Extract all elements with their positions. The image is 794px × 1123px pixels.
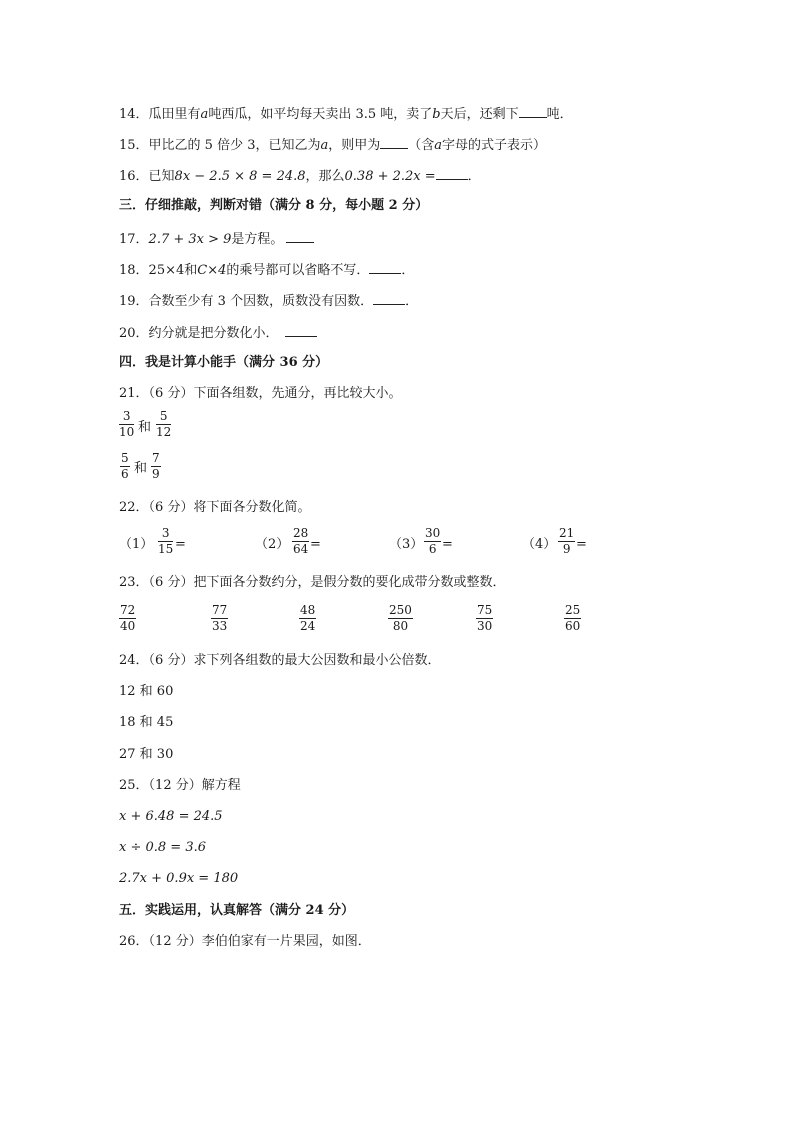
q21-and-1: 和 xyxy=(138,420,152,435)
q22-label-4: （4） xyxy=(522,537,557,552)
fraction-numerator: 3 xyxy=(122,409,131,423)
q22-label-3: （3） xyxy=(389,537,424,552)
fraction-numerator: 75 xyxy=(477,603,493,617)
fraction-denominator: 12 xyxy=(156,425,172,439)
fraction-denominator: 10 xyxy=(119,425,135,439)
q14-text-mid1: 吨西瓜，如平均每天卖出 3.5 吨，卖了 xyxy=(208,107,433,122)
q22-fraction-1 xyxy=(158,527,173,556)
q22-fraction-2 xyxy=(292,527,309,556)
fraction-numerator: 28 xyxy=(293,526,309,540)
q23-fraction-6 xyxy=(564,604,581,633)
q14-var-b: b xyxy=(432,107,441,122)
question-17 xyxy=(119,230,314,248)
fraction-denominator: 60 xyxy=(565,619,581,633)
q15-text-post2: 字母的式子表示） xyxy=(442,138,547,153)
fraction-denominator: 40 xyxy=(120,619,136,633)
q21-and-2: 和 xyxy=(134,461,148,476)
q21-fraction-7-9 xyxy=(151,452,161,481)
fraction-denominator: 6 xyxy=(428,542,437,556)
q20-answer-blank[interactable] xyxy=(285,324,317,337)
q15-var-a: a xyxy=(320,138,329,153)
q23-fraction-4 xyxy=(388,604,413,633)
q16-text-mid: ，那么 xyxy=(305,169,345,184)
q18-text-pre: 18． xyxy=(119,263,149,278)
question-20 xyxy=(119,324,317,342)
q17-answer-blank[interactable] xyxy=(286,230,314,243)
q22-fraction-3 xyxy=(424,527,441,556)
fraction-denominator: 24 xyxy=(300,619,316,633)
q22-equals-4: = xyxy=(576,537,587,552)
q21-fraction-5-6 xyxy=(120,452,130,481)
q21-fraction-5-12 xyxy=(156,410,171,439)
q18-expression-1: 25×4 xyxy=(148,263,185,278)
q16-text-pre: 16．已知 xyxy=(119,169,175,184)
q23-fraction-2 xyxy=(211,604,228,633)
q16-equation-1: 8x − 2.5 × 8 = 24.8 xyxy=(174,169,306,184)
q14-var-a: a xyxy=(200,107,209,122)
question-22: 22．（6 分）将下面各分数化简。 xyxy=(119,500,311,515)
q22-equals-1: = xyxy=(175,537,186,552)
q15-text-mid: ，则甲为 xyxy=(328,138,381,153)
fraction-numerator: 25 xyxy=(565,603,581,617)
q19-answer-blank[interactable] xyxy=(373,292,405,305)
q15-text-post1: （含 xyxy=(408,138,435,153)
q22-label-2: （2） xyxy=(255,537,290,552)
q14-text-mid2: 天后，还剩下 xyxy=(440,107,519,122)
q14-text-pre: 14．瓜田里有 xyxy=(119,107,201,122)
fraction-numerator: 5 xyxy=(159,409,168,423)
q23-fraction-3 xyxy=(299,604,316,633)
question-16 xyxy=(119,167,481,185)
q22-equals-2: = xyxy=(310,537,321,552)
fraction-numerator: 48 xyxy=(300,603,316,617)
q16-text-post: ． xyxy=(467,169,481,184)
fraction-denominator: 33 xyxy=(212,619,228,633)
q24-pair-2: 18 和 45 xyxy=(119,715,174,730)
section-4-heading: 四．我是计算小能手（满分 36 分） xyxy=(119,355,329,370)
q25-equation-2: x ÷ 0.8 = 3.6 xyxy=(119,840,206,855)
q14-text-post: 吨． xyxy=(546,107,573,122)
q18-text-post: 的乘号都可以省略不写． xyxy=(226,263,370,278)
question-19 xyxy=(119,292,418,310)
fraction-denominator: 80 xyxy=(392,619,409,633)
q22-fraction-4 xyxy=(558,527,575,556)
q22-equals-3: = xyxy=(442,537,453,552)
fraction-numerator: 3 xyxy=(161,526,170,540)
fraction-numerator: 250 xyxy=(389,603,412,617)
question-15 xyxy=(119,136,546,154)
fraction-denominator: 30 xyxy=(477,619,493,633)
q17-text-pre: 17． xyxy=(119,232,149,247)
fraction-numerator: 77 xyxy=(212,603,228,617)
q21-fraction-3-10 xyxy=(119,410,134,439)
question-26: 26．（12 分）李伯伯家有一片果园，如图． xyxy=(119,934,371,949)
question-23: 23．（6 分）把下面各分数约分，是假分数的要化成带分数或整数． xyxy=(119,575,506,590)
fraction-denominator: 15 xyxy=(158,542,174,556)
q15-var-a2: a xyxy=(434,138,443,153)
q14-answer-blank[interactable] xyxy=(519,105,547,118)
q19-text: 19．合数至少有 3 个因数，质数没有因数． xyxy=(119,294,374,309)
q25-equation-3: 2.7x + 0.9x = 180 xyxy=(119,871,239,886)
question-21: 21．（6 分）下面各组数，先通分，再比较大小。 xyxy=(119,386,402,401)
q19-text-end: ． xyxy=(405,294,419,309)
fraction-numerator: 5 xyxy=(121,451,129,465)
q15-answer-blank[interactable] xyxy=(380,136,408,149)
q17-expression: 2.7 + 3x > 9 xyxy=(148,232,232,247)
question-25: 25．（12 分）解方程 xyxy=(119,778,241,793)
q23-fraction-5 xyxy=(476,604,493,633)
q17-text-post: 是方程。 xyxy=(231,232,284,247)
question-14 xyxy=(119,105,573,123)
fraction-denominator: 9 xyxy=(152,467,160,481)
q20-text: 20．约分就是把分数化小． xyxy=(119,326,279,341)
q24-pair-3: 27 和 30 xyxy=(119,747,174,762)
q18-text-end: ． xyxy=(401,263,415,278)
q23-fraction-1 xyxy=(119,604,136,633)
q22-label-1: （1） xyxy=(119,537,154,552)
q24-pair-1: 12 和 60 xyxy=(119,684,174,699)
question-24: 24．（6 分）求下列各组数的最大公因数和最小公倍数． xyxy=(119,653,441,668)
q25-equation-1: x + 6.48 = 24.5 xyxy=(119,809,223,824)
fraction-numerator: 30 xyxy=(425,526,441,540)
fraction-numerator: 21 xyxy=(559,526,575,540)
q16-equation-2: 0.38 + 2.2x = xyxy=(344,169,436,184)
q15-text-pre: 15．甲比乙的 5 倍少 3，已知乙为 xyxy=(119,138,321,153)
fraction-denominator: 9 xyxy=(562,542,571,556)
fraction-numerator: 72 xyxy=(120,603,136,617)
fraction-denominator: 64 xyxy=(293,542,309,556)
q18-answer-blank[interactable] xyxy=(369,261,401,274)
q16-answer-blank[interactable] xyxy=(436,167,468,180)
section-3-heading: 三．仔细推敲，判断对错（满分 8 分，每小题 2 分） xyxy=(119,198,429,213)
question-18 xyxy=(119,261,414,279)
q18-text-mid: 和 xyxy=(184,263,198,278)
fraction-numerator: 7 xyxy=(152,451,160,465)
q18-expression-2: C×4 xyxy=(197,263,227,278)
fraction-denominator: 6 xyxy=(121,467,129,481)
section-5-heading: 五．实践运用，认真解答（满分 24 分） xyxy=(119,903,355,918)
